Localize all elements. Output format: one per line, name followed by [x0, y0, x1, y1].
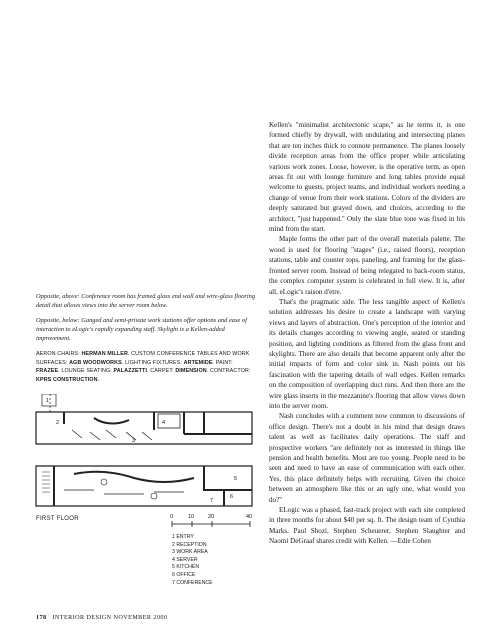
publication-line: INTERIOR DESIGN NOVEMBER 2000 [52, 614, 168, 621]
product-credits [36, 350, 258, 384]
floor-plan-drawing [34, 394, 256, 514]
article-paragraph: That's the pragmatic side. The less tangible aspect of Kellen's solution addresses his desire to create a landscape with varying views and layers of abstraction. One's perception of the interior and its details changes according to viewing angle, seated or standing position, and lighting conditions as filtered from the glass front and skylights. There are also details that become apparent only after the initial impacts of form and color sink in. Nash points out his fascination with the tapering details of wall edges. Kellen remarks on the composition of overlapping duct runs. And then there are the wire glass inserts in the mezzanine's flooring that allow views down into the server room. [269, 297, 465, 410]
room-number: 4 [162, 420, 166, 426]
legend-item: 1 ENTRY [172, 534, 194, 540]
room-number: 2 [56, 420, 60, 426]
plan-upper-outline [36, 412, 252, 444]
legend-item: 5 KITCHEN [172, 564, 200, 571]
credit-label: . CONTRACTOR: [206, 368, 251, 374]
scale-tick-label: 10 [188, 514, 195, 520]
credit-source: FRAZEE [36, 368, 59, 374]
scale-tick-label: 0 [170, 514, 174, 520]
floor-plan-title: FIRST FLOOR [36, 516, 79, 522]
legend-item: 7 CONFERENCE [172, 579, 213, 586]
caption-below: Opposite, below: Ganged and semi-private work stations offer options and ease of interaction to eLogic's rapidly expanding staff. Skylight is a Kellen-added improvement. [36, 317, 247, 342]
scale-bar [170, 510, 258, 532]
credit-source: ARTEMIDE [183, 359, 213, 366]
article-paragraph: Nash concludes with a comment now common to discussions of office design. There's not a doubt in his mind that design draws talent as well as facilitates daily operations. The staff and prospective workers "are definitely not as interested in things like pension and health benefits. Most are too young. People need to be seen and need to have an ease of communication with each other. Yes, this place definitely helps with recruiting. Given the choice between an atmosphere like this or an ugly one, what would you do?" [269, 412, 465, 504]
scale-tick-label: 40 [246, 514, 253, 520]
credit-label: . CUSTOM CONFERENCE TABLES AND WORK SURFACES: [36, 351, 250, 366]
credit-label: . LIGHTING FIXTURES: [121, 359, 184, 366]
article-paragraph: ELogic was a phased, fast-track project with each site completed in three months for about $40 per sq. ft. The design team of Cynthia Marks, Paul Shozi, Stephen Scheuerer, Stephen Slaughter and Naomi DeGraaf shares credit with Kellen. —Edie Cohen [269, 506, 465, 546]
room-number: 7 [210, 498, 214, 504]
photo-captions [36, 292, 258, 349]
room-number: 1 [46, 398, 50, 404]
room-number: 6 [230, 494, 234, 500]
credit-source: HERMAN MILLER [81, 351, 128, 357]
credit-label: AERON CHAIRS: [36, 351, 82, 357]
credit-label: . [97, 376, 100, 383]
page-footer [36, 614, 167, 621]
legend-item: 3 WORK AREA [172, 549, 208, 556]
credit-label: . CARPET: [147, 368, 176, 374]
caption-above: Opposite, above: Conference room has framed glass end wall and wire-glass flooring detail that allows views into the server room below. [36, 293, 256, 309]
credit-source: KPRS CONSTRUCTION [36, 376, 98, 383]
article-body [269, 120, 465, 547]
legend-item: 6 OFFICE [172, 571, 196, 578]
plan-lower-outline [36, 466, 252, 506]
article-paragraph: Kellen's "minimalist architectonic scape," as he terms it, is one formed chiefly by drywall, with undulating and intersecting planes that are ten inches thick to connote permanence. The planes loosely divide reception areas from the office proper while articulating various work zones. Loose, however, is the operative term, as open areas fit out with lounge furniture and long tables provide equal welcome to guests, project teams, and individual workers needing a change of venue from their work stations. Colors of the dividers are deeply saturated but grayed down, and choices, according to the architect, "just happened." Only the slate blue tone was fixed in his mind from the start. [269, 121, 465, 234]
credit-source: AGB WOODWORKS [69, 359, 122, 366]
room-number: 3 [132, 438, 136, 444]
room-number: 5 [234, 476, 238, 482]
legend-item: 2 RECEPTION [172, 541, 207, 548]
credit-source: DIMENSION [175, 368, 207, 374]
scale-tick-label: 20 [208, 514, 215, 520]
article-paragraph: Maple forms the other part of the overall materials palette. The wood is used for flooring "stages" (i.e., raised floors), reception stations, table and counter tops, paneling, and framing for the glass-fronted server room. Instead of being relegated to back-room status, the complex computer system is celebrated in full view. It is, after all, eLogic's raison d'etre. [269, 235, 465, 296]
floor-plan-legend [172, 534, 213, 587]
credit-source: PALAZZETTI [113, 368, 148, 374]
credit-label: . PAINT: [212, 359, 233, 366]
credit-label: . LOUNGE SEATING: [58, 368, 114, 374]
legend-item: 4 SERVER [172, 556, 198, 563]
page-number: 178 [36, 614, 47, 621]
